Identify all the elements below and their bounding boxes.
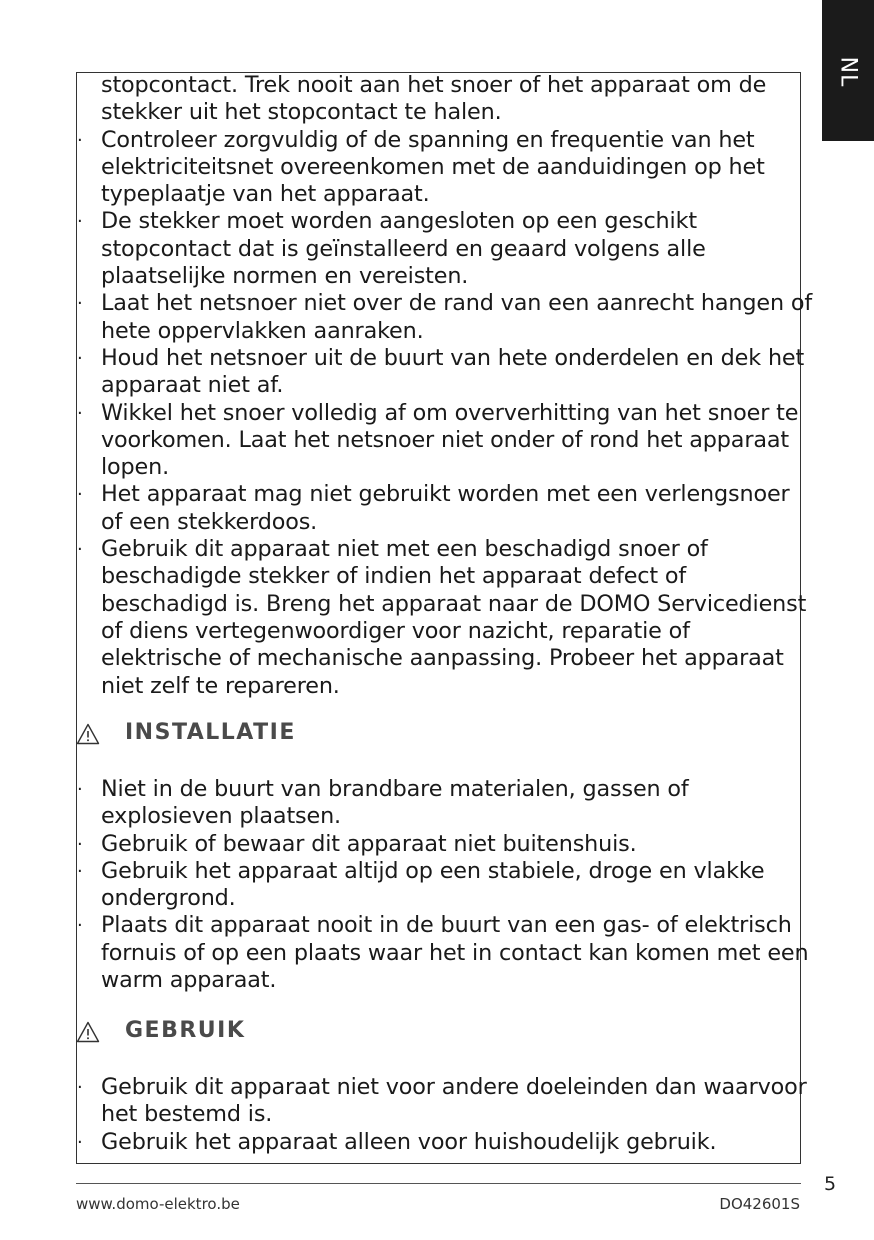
- bullet-icon: ·: [77, 484, 83, 506]
- list-item: [76, 345, 816, 400]
- list-item: [76, 776, 816, 831]
- installatie-section: [76, 776, 816, 994]
- bullet-icon: ·: [77, 779, 83, 800]
- list-item-text: De stekker moet worden aangesloten op een geschikt stopcontact dat is geïnstalleerd en geaard volgens alle plaatselijke normen en vereisten.: [101, 208, 706, 290]
- list-item: [76, 858, 816, 913]
- list-item: [76, 208, 816, 290]
- list-item-text: stopcontact. Trek nooit aan het snoer of het apparaat om de stekker uit het stopcontact te halen.: [101, 72, 767, 126]
- list-item-text: Wikkel het snoer volledig af om oververhitting van het snoer te voorkomen. Laat het netsnoer niet onder of rond het apparaat lopen.: [101, 399, 799, 481]
- list-item-text: Gebruik dit apparaat niet voor andere doeleinden dan waarvoor het bestemd is.: [101, 1074, 807, 1128]
- list-item-text: Laat het netsnoer niet over de rand van een aanrecht hangen of hete oppervlakken aanraken.: [101, 290, 813, 344]
- list-item-text: Gebruik het apparaat alleen voor huishoudelijk gebruik.: [101, 1128, 717, 1155]
- warning-triangle-icon: [76, 722, 100, 746]
- section-title: INSTALLATIE: [125, 720, 296, 745]
- bullet-icon: ·: [77, 211, 83, 233]
- list-item: [76, 912, 816, 994]
- bullet-icon: ·: [77, 293, 83, 315]
- intro-list: [76, 72, 816, 700]
- list-item-text: Gebruik dit apparaat niet met een beschadigd snoer of beschadigde stekker of indien het apparaat defect of beschadigd is. Breng het apparaat naar de DOMO Servicedienst of diens vertegenwoordiger voor nazicht, reparatie of elektrische of mechanische aanpassing. Probeer het apparaat niet zelf te repareren.: [101, 536, 807, 699]
- bullet-icon: ·: [77, 1077, 83, 1098]
- bullet-icon: ·: [77, 129, 83, 151]
- list-item-text: Het apparaat mag niet gebruikt worden met een verlengsnoer of een stekkerdoos.: [101, 481, 790, 535]
- list-item: [76, 72, 816, 127]
- bullet-icon: ·: [77, 1131, 83, 1153]
- installatie-list: [76, 776, 816, 994]
- bullet-icon: ·: [77, 915, 83, 937]
- gebruik-section: [76, 1074, 816, 1156]
- section-title: GEBRUIK: [125, 1018, 246, 1043]
- warning-triangle-icon: [76, 1020, 100, 1044]
- language-tab: [822, 0, 874, 141]
- list-item: [76, 536, 816, 700]
- list-item-text: Gebruik of bewaar dit apparaat niet buitenshuis.: [101, 830, 637, 857]
- bullet-icon: ·: [77, 833, 83, 855]
- list-item-text: Niet in de buurt van brandbare materialen, gassen of explosieven plaatsen.: [101, 776, 689, 830]
- list-item-text: Houd het netsnoer uit de buurt van hete onderdelen en dek het apparaat niet af.: [101, 344, 805, 399]
- list-item: [76, 1074, 816, 1129]
- bullet-icon: ·: [77, 347, 83, 369]
- list-item: [76, 400, 816, 482]
- list-item-text: Gebruik het apparaat altijd op een stabiele, droge en vlakke ondergrond.: [101, 857, 765, 912]
- safety-list-continued: [76, 72, 816, 700]
- list-item-text: Plaats dit apparaat nooit in de buurt van een gas- of elektrisch fornuis of op een plaats waar het in contact kan komen met een warm apparaat.: [101, 912, 809, 994]
- footer-url: www.domo-elektro.be: [76, 1195, 240, 1213]
- list-item: [76, 290, 816, 345]
- gebruik-list: [76, 1074, 816, 1156]
- bullet-icon: ·: [77, 402, 83, 424]
- list-item: [76, 1129, 816, 1156]
- footer-divider: [76, 1183, 801, 1184]
- list-item: [76, 481, 816, 536]
- language-label: NL: [835, 56, 861, 88]
- list-item-text: Controleer zorgvuldig of de spanning en frequentie van het elektriciteitsnet overeenkomen met de aanduidingen op het typeplaatje van het apparaat.: [101, 126, 765, 208]
- page-number: 5: [824, 1173, 837, 1195]
- list-item: [76, 831, 816, 858]
- bullet-icon: ·: [77, 539, 83, 561]
- bullet-icon: ·: [77, 860, 83, 882]
- list-item: [76, 127, 816, 209]
- model-number: DO42601S: [719, 1195, 800, 1213]
